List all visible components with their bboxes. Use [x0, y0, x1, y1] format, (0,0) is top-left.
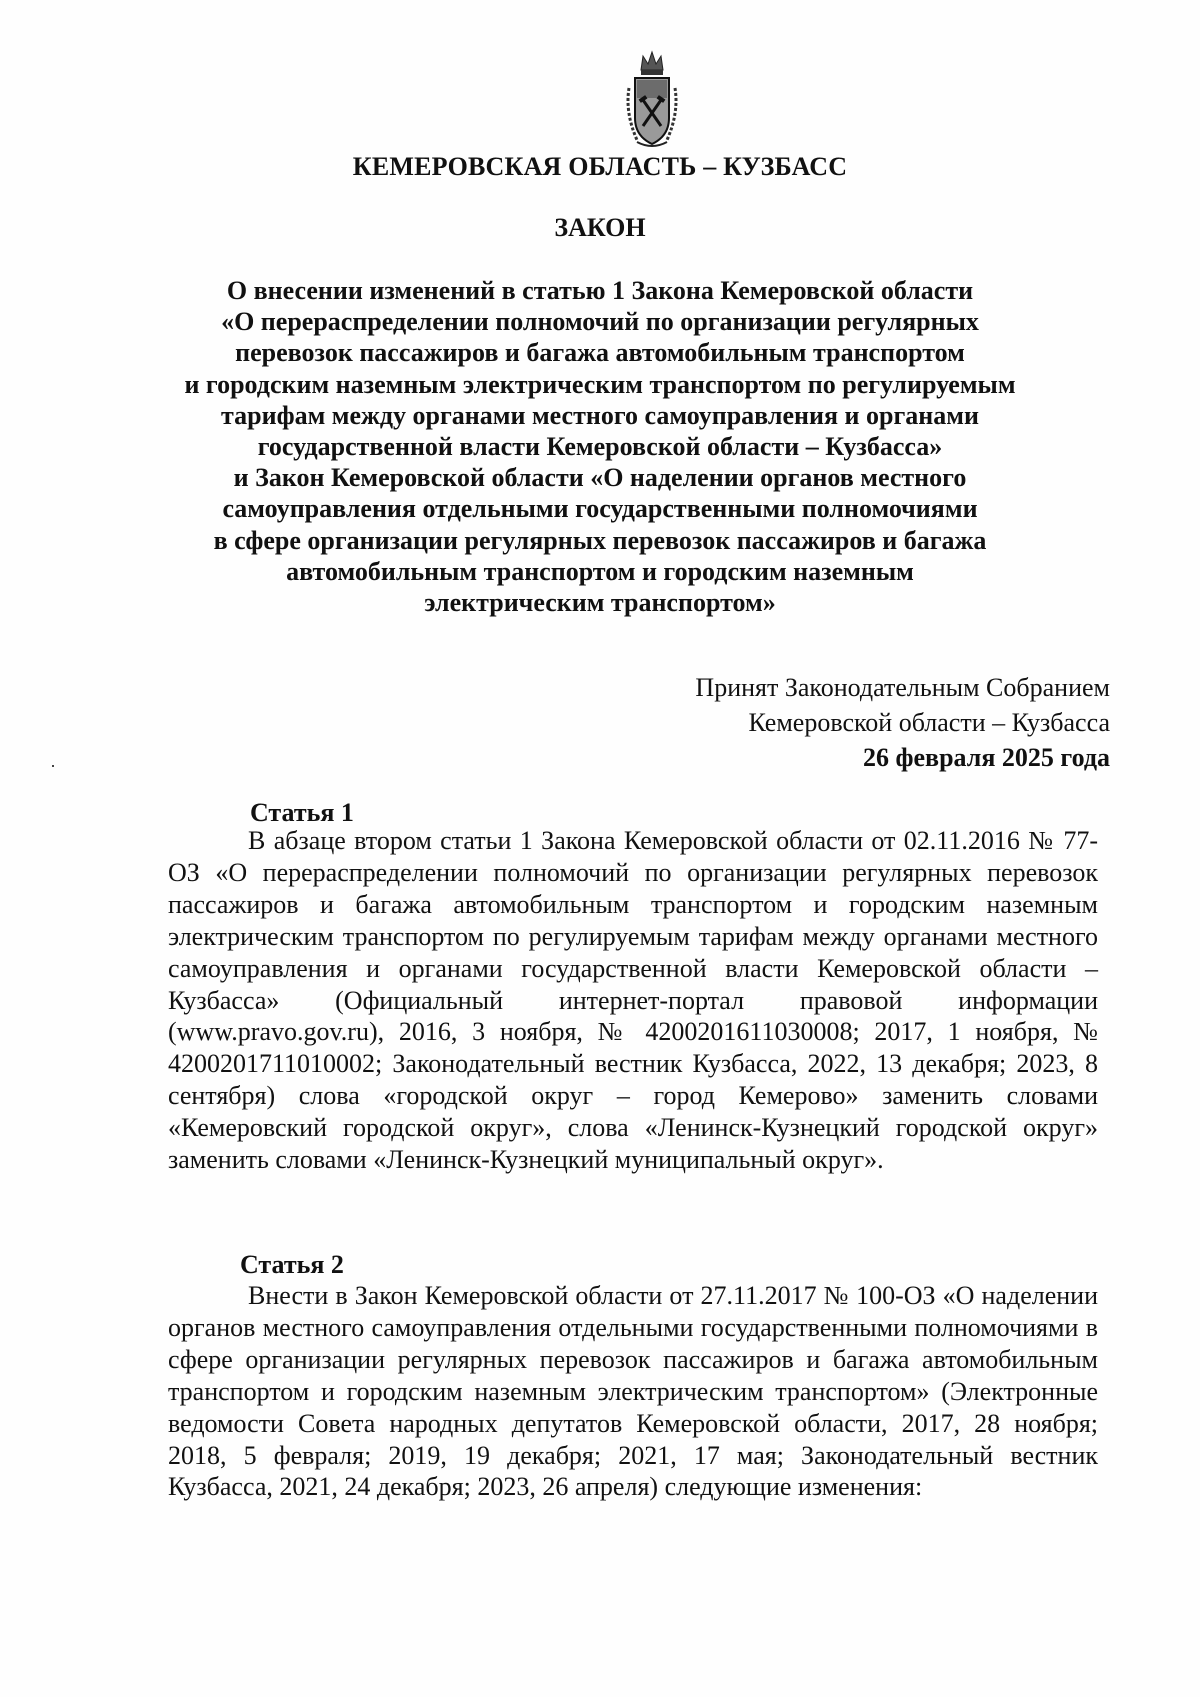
adoption-line: Кемеровской области – Кузбасса [748, 708, 1110, 737]
document-type: ЗАКОН [554, 213, 646, 242]
article-2-heading: Статья 2 [240, 1250, 344, 1279]
law-title-line: государственной власти Кемеровской области – Кузбасса» [257, 432, 943, 462]
region-title: КЕМЕРОВСКАЯ ОБЛАСТЬ – КУЗБАСС [352, 152, 848, 181]
adoption-block [695, 670, 1110, 775]
law-title-line: автомобильным транспортом и городским наземным [286, 556, 914, 586]
article-1-heading: Статья 1 [250, 798, 354, 827]
law-title-line: тарифам между органами местного самоуправления и органами [221, 400, 979, 430]
law-title-line: «О перераспределении полномочий по организации регулярных [221, 307, 979, 337]
law-title-line: в сфере организации регулярных перевозок пассажиров и багажа [213, 525, 987, 555]
law-title-line: перевозок пассажиров и багажа автомобильным транспортом [235, 338, 965, 368]
law-title-line: О внесении изменений в статью 1 Закона Кемеровской области [226, 276, 974, 305]
adoption-line: Принят Законодательным Собранием [695, 673, 1110, 702]
article-2-text: Внести в Закон Кемеровской области от 27.11.2017 № 100-ОЗ «О наделении органов местного самоуправления отдельными государственными полномочиями в сфере организации регулярных перевозок пассажиров и багажа автомобильным транспортом и городским наземным электрическим транспортом» (Электронные ведомости Совета народных депутатов Кемеровской области, 2017, 28 ноября; 2018, 5 февраля; 2019, 19 декабря; 2021, 17 мая; Законодательный вестник Кузбасса, 2021, 24 декабря; 2023, 26 апреля) следующие изменения: [168, 1281, 1098, 1502]
adoption-date: 26 февраля 2025 года [863, 743, 1110, 772]
coat-of-arms-icon [623, 48, 681, 152]
scan-speck [52, 765, 54, 767]
law-title [150, 275, 1050, 618]
law-title-line: электрическим транспортом» [424, 588, 776, 618]
article-1-text: В абзаце втором статьи 1 Закона Кемеровской области от 02.11.2016 № 77-ОЗ «О перераспределении полномочий по организации регулярных перевозок пассажиров и багажа автомобильным транспортом и городским наземным электрическим транспортом по регулируемым тарифам между органами местного самоуправления и органами государственной власти Кемеровской области – Кузбасса» (Официальный интернет-портал правовой информации (www.pravo.gov.ru), 2016, 3 ноября, № 4200201611030008; 2017, 1 ноября, № 4200201711010002; Законодательный вестник Кузбасса, 2022, 13 декабря; 2023, 8 сентября) слова «городской округ – город Кемерово» заменить словами «Кемеровский городской округ», слова «Ленинск-Кузнецкий городской округ» заменить словами «Ленинск-Кузнецкий муниципальный округ». [168, 826, 1098, 1175]
law-title-line: и городским наземным электрическим транспортом по регулируемым [184, 369, 1016, 399]
law-title-line: самоуправления отдельными государственными полномочиями [222, 494, 978, 524]
law-title-line: и Закон Кемеровской области «О наделении органов местного [233, 463, 967, 493]
